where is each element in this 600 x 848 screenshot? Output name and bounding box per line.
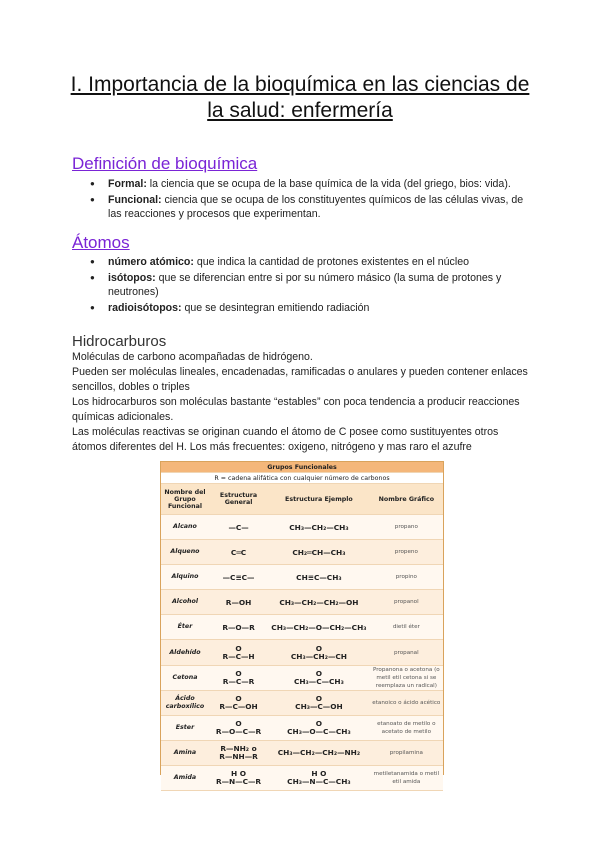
example-structure-cell: H O CH₃—N—C—CH₃ — [268, 765, 370, 790]
table-row — [161, 690, 443, 715]
general-structure-cell: —C— — [209, 515, 268, 540]
table-row — [161, 740, 443, 765]
list-item: ● isótopos: que se diferencian entre si por su número másico (la suma de protones y neutrones) — [88, 271, 528, 300]
compound-name-cell: propilamina — [370, 740, 443, 765]
general-structure-cell: R—O—R — [209, 615, 268, 640]
table-row — [161, 765, 443, 790]
group-name-cell: Alcano — [161, 515, 209, 540]
table-header: Estructura General — [209, 484, 268, 515]
group-name-cell: Ester — [161, 715, 209, 740]
compound-name-cell: metiletanamida o metil etil amida — [370, 765, 443, 790]
table-row — [161, 565, 443, 590]
table-subtitle: R = cadena alifática con cualquier número de carbonos — [161, 473, 443, 484]
compound-name-cell: propino — [370, 565, 443, 590]
general-structure-cell: O R—C—H — [209, 640, 268, 665]
table-row — [161, 515, 443, 540]
table-header: Nombre Gráfico — [370, 484, 443, 515]
general-structure-cell: H O R—N—C—R — [209, 765, 268, 790]
group-name-cell: Ácido carboxílico — [161, 690, 209, 715]
compound-name-cell: propeno — [370, 540, 443, 565]
table-row — [161, 715, 443, 740]
general-structure-cell: R—OH — [209, 590, 268, 615]
example-structure-cell: CH₃—CH₂—CH₃ — [268, 515, 370, 540]
list-item: ● Formal: la ciencia que se ocupa de la base química de la vida (del griego, bios: vida). — [88, 177, 528, 192]
paragraph: Moléculas de carbono acompañadas de hidrógeno. — [72, 351, 313, 363]
table-row — [161, 540, 443, 565]
general-structure-cell: O R—C—OH — [209, 690, 268, 715]
example-structure-cell: CH₂═CH—CH₃ — [268, 540, 370, 565]
table-row — [161, 590, 443, 615]
compound-name-cell: Propanona o acetona (o metil etil cetona si se reemplaza un radical) — [370, 665, 443, 690]
atomos-list — [88, 255, 528, 316]
compound-name-cell: etanoato de metilo o acetato de metilo — [370, 715, 443, 740]
general-structure-cell: C═C — [209, 540, 268, 565]
group-name-cell: Amina — [161, 740, 209, 765]
example-structure-cell: O CH₃—C—CH₃ — [268, 665, 370, 690]
group-name-cell: Éter — [161, 615, 209, 640]
group-name-cell: Aldehído — [161, 640, 209, 665]
list-item: ● radioisótopos: que se desintegran emitiendo radiación — [88, 301, 528, 316]
table-title: Grupos Funcionales — [161, 462, 443, 473]
paragraph: Pueden ser moléculas lineales, encadenadas, ramificadas o anulares y pueden contener enlaces sencillos, dobles o triples — [72, 366, 528, 393]
table-row — [161, 640, 443, 665]
general-structure-cell: O R—O—C—R — [209, 715, 268, 740]
example-structure-cell: O CH₃—O—C—CH₃ — [268, 715, 370, 740]
table-row — [161, 665, 443, 690]
list-item: ● Funcional: ciencia que se ocupa de los constituyentes químicos de las células vivas, de las reacciones y procesos que experimentan. — [88, 193, 528, 222]
definicion-list — [88, 177, 528, 223]
example-structure-cell: CH≡C—CH₃ — [268, 565, 370, 590]
general-structure-cell: —C≡C— — [209, 565, 268, 590]
list-item: ● número atómico: que indica la cantidad de protones existentes en el núcleo — [88, 255, 528, 270]
table-row — [161, 615, 443, 640]
compound-name-cell: etanoico o ácido acético — [370, 690, 443, 715]
general-structure-cell: O R—C—R — [209, 665, 268, 690]
paragraph: Las moléculas reactivas se originan cuando el átomo de C posee como sustituyentes otros átomos diferentes del H. Los más frecuentes: oxigeno, nitrógeno y mas raro el azufre — [72, 426, 499, 453]
section-heading-atomos: Átomos — [72, 233, 130, 252]
group-name-cell: Cetona — [161, 665, 209, 690]
group-name-cell: Alquino — [161, 565, 209, 590]
page-title: I. Importancia de la bioquímica en las ciencias de la salud: enfermería — [70, 73, 530, 122]
compound-name-cell: propanal — [370, 640, 443, 665]
functional-groups-table — [160, 461, 444, 786]
compound-name-cell: dietil éter — [370, 615, 443, 640]
paragraph: Los hidrocarburos son moléculas bastante “estables” con poca tendencia a producir reacciones químicas adicionales. — [72, 396, 520, 423]
section-heading-definicion: Definición de bioquímica — [72, 154, 258, 173]
table-header: Estructura Ejemplo — [268, 484, 370, 515]
example-structure-cell: O CH₃—C—OH — [268, 690, 370, 715]
section-heading-hidrocarburos: Hidrocarburos — [72, 333, 167, 350]
compound-name-cell: propano — [370, 515, 443, 540]
example-structure-cell: O CH₃—CH₂—CH — [268, 640, 370, 665]
group-name-cell: Amida — [161, 765, 209, 790]
compound-name-cell: propanol — [370, 590, 443, 615]
example-structure-cell: CH₃—CH₂—O—CH₂—CH₃ — [268, 615, 370, 640]
group-name-cell: Alqueno — [161, 540, 209, 565]
group-name-cell: Alcohol — [161, 590, 209, 615]
example-structure-cell: CH₃—CH₂—CH₂—NH₂ — [268, 740, 370, 765]
example-structure-cell: CH₃—CH₂—CH₂—OH — [268, 590, 370, 615]
general-structure-cell: R—NH₂ o R—NH—R — [209, 740, 268, 765]
table-header: Nombre del Grupo Funcional — [161, 484, 209, 515]
